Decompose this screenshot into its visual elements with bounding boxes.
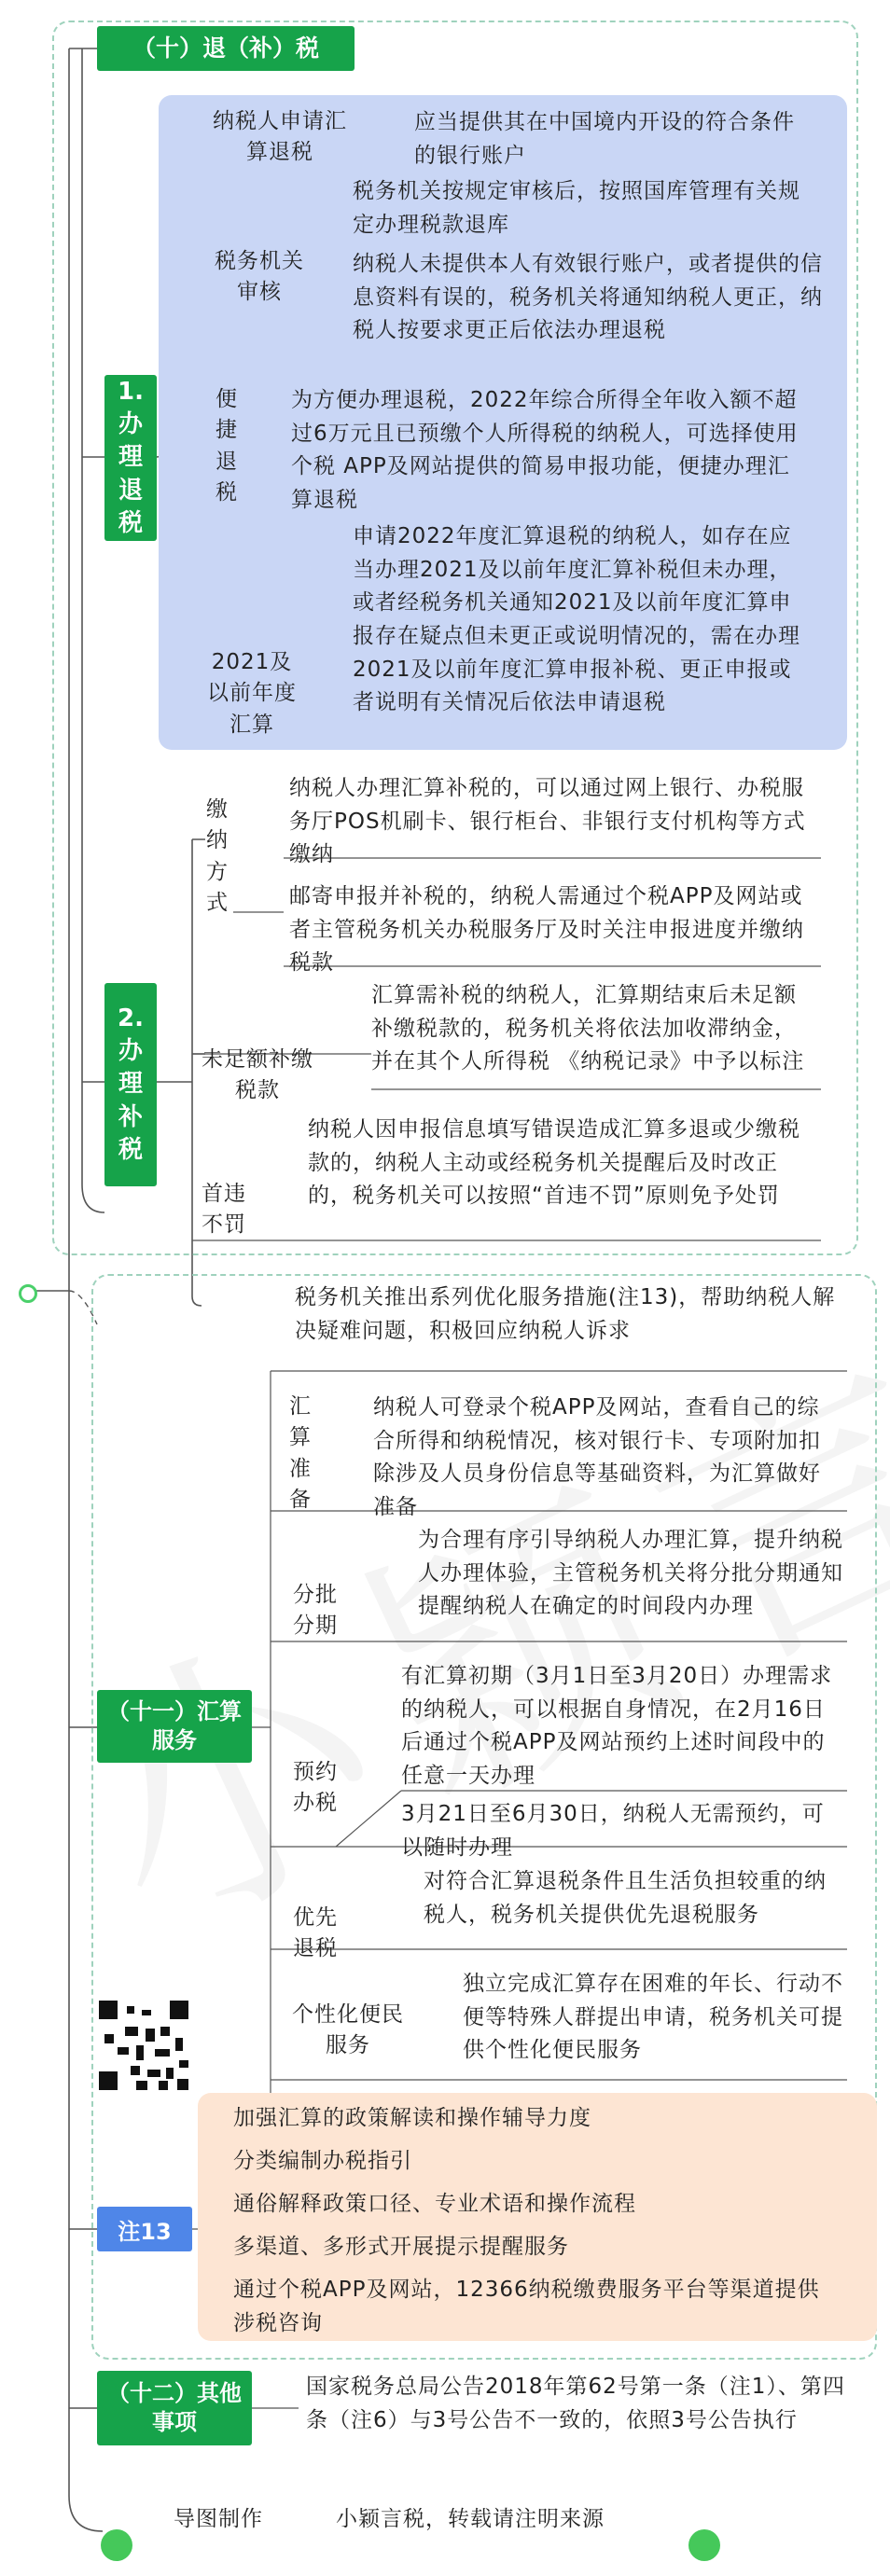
payment-method-label: 缴纳方式 [206,797,229,916]
section-12-text: 国家税务总局公告2018年第62号第一条（注1）、第四条（注6）与3号公告不一致的，依照3号公告执行 [306,2375,845,2432]
qr-module [99,2071,118,2090]
qr-module [177,2079,188,2090]
apple-icon-left [101,2529,132,2561]
qr-module [104,2034,114,2043]
easy-refund-text: 为方便办理退税，2022年综合所得全年收入额不超过6万元且已预缴个人所得税的纳税人，可选择使用个税 APP及网站提供的简易申报功能，便捷办理汇算退税 [291,388,799,512]
footer-label: 导图制作 [174,2507,263,2531]
easy-refund-label: 便捷退税 [216,387,238,506]
supplement-tag[interactable]: 2.办理补税 [104,983,157,1186]
late-payment-label: 未足额补缴税款 [202,1047,313,1103]
personal-service-label: 个性化便民服务 [292,2002,404,2058]
appointment-text-2: 3月21日至6月30日，纳税人无需预约，可以随时办理 [401,1802,825,1860]
appointment-label: 预约办税 [293,1760,338,1816]
tax-review-text-2: 纳税人未提供本人有效银行账户，或者提供的信息资料有误的，税务机关将通知纳税人更正，纳税人按要求更正后依法办理退税 [353,252,823,343]
appointment-text-1: 有汇算初期（3月1日至3月20日）办理需求的纳税人，可以根据自身情况，在2月16日后通过个税APP及网站预约上述时间段中的任意一天办理 [401,1664,833,1788]
footer-author: 小颖言税，转载请注明来源 [336,2507,605,2531]
priority-refund-label: 优先退税 [293,1905,338,1961]
qr-module [159,2081,168,2090]
qr-module [170,2001,188,2019]
qr-module [99,2001,118,2019]
batch-label: 分批分期 [293,1583,338,1639]
qr-module [118,2047,129,2055]
qr-module [142,2010,151,2015]
refund-apply-label: 纳税人申请汇算退税 [213,109,347,165]
late-payment-text: 汇算需补税的纳税人，汇算期结束后未足额补缴税款的，税务机关将依法加收滞纳金，并在其个人所得税 《纳税记录》中予以标注 [371,983,805,1074]
qr-module [136,2045,144,2060]
refund-tag[interactable]: 1.办理退税 [104,375,157,541]
note-13-item-5: 通过个税APP及网站，12366纳税缴费服务平台等渠道提供涉税咨询 [233,2278,820,2335]
apple-icon-right [688,2529,720,2561]
qr-module [175,2038,183,2051]
note-13-tag[interactable]: 注13 [97,2207,192,2251]
root-node-icon [19,1284,37,1303]
prior-year-text: 申请2022年度汇算退税的纳税人，如存在应当办理2021及以前年度汇算补税但未办理，或者经税务机关通知2021及以前年度汇算申报存在疑点但未更正或说明情况的，需在办理2021及以前年度汇算申报补税、更正申报或者说明有关情况后依法申请退税 [353,524,800,715]
qr-module [127,2006,134,2014]
qr-code-icon [99,2001,188,2090]
qr-module [125,2027,138,2036]
payment-method-text-1: 纳税人办理汇算补税的，可以通过网上银行、办税服务厅POS机刷卡、银行柜台、非银行支付机构等方式缴纳 [289,776,806,867]
priority-refund-text: 对符合汇算退税条件且生活负担较重的纳税人，税务机关提供优先退税服务 [424,1869,827,1927]
section-11-title[interactable]: （十一）汇算服务 [97,1690,252,1763]
note-13-item-3: 通俗解释政策口径、专业术语和操作流程 [233,2192,636,2216]
first-violation-label: 首违不罚 [202,1182,246,1238]
qr-module [131,2066,140,2075]
note-13-item-2: 分类编制办税指引 [233,2149,412,2173]
personal-service-text: 独立完成汇算存在困难的年长、行动不便等特殊人群提出申请，税务机关可提供个性化便民服务 [463,1972,843,2063]
qr-module [136,2081,147,2090]
tax-review-label: 税务机关审核 [215,249,304,305]
first-violation-text: 纳税人因申报信息填写错误造成汇算多退或少缴税款的，纳税人主动或经税务机关提醒后及时改正的，税务机关可以按照“首违不罚”原则免予处罚 [308,1117,800,1209]
connector-line [69,2496,103,2531]
qr-module [146,2029,155,2042]
qr-module [179,2060,188,2068]
tax-review-text-1: 税务机关按规定审核后，按照国库管理有关规定办理税款退库 [353,179,800,237]
qr-module [147,2070,160,2077]
prep-label: 汇算准备 [289,1394,312,1513]
section-12-title[interactable]: （十二）其他事项 [97,2371,252,2445]
service-intro-text: 税务机关推出系列优化服务措施(注13)，帮助纳税人解决疑难问题，积极回应纳税人诉求 [295,1285,836,1343]
refund-apply-text: 应当提供其在中国境内开设的符合条件的银行账户 [414,110,795,168]
note-13-item-1: 加强汇算的政策解读和操作辅导力度 [233,2106,591,2130]
section-10-title[interactable]: （十）退（补）税 [97,26,355,71]
qr-module [160,2027,170,2036]
qr-module [155,2049,170,2057]
qr-module [166,2068,174,2079]
payment-method-text-2: 邮寄申报并补税的，纳税人需通过个税APP及网站或者主管税务机关办税服务厅及时关注申报进度并缴纳税款 [289,884,804,976]
prior-year-label: 2021及以前年度汇算 [207,650,297,737]
prep-text: 纳税人可登录个税APP及网站，查看自己的综合所得和纳税情况，核对银行卡、专项附加扣除涉及人员身份信息等基础资料，为汇算做好准备 [373,1395,821,1519]
batch-text: 为合理有序引导纳税人办理汇算，提升纳税人办理体验，主管税务机关将分批分期通知提醒纳税人在确定的时间段内办理 [418,1528,843,1619]
note-13-item-4: 多渠道、多形式开展提示提醒服务 [233,2235,569,2259]
